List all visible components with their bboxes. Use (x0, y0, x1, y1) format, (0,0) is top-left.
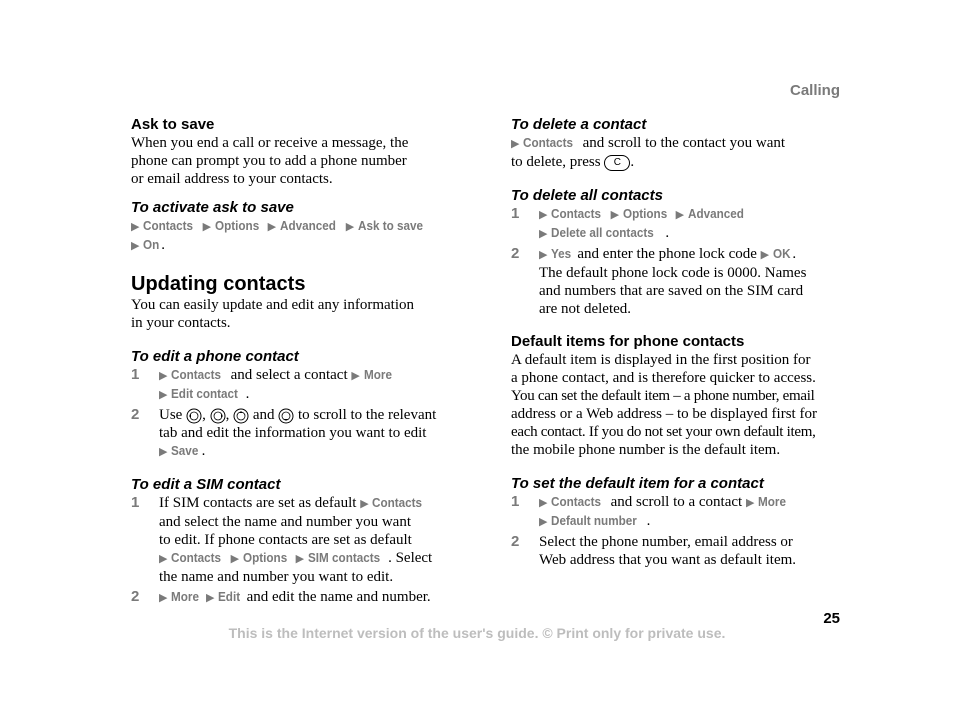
delete-all-section (511, 187, 847, 318)
step-line: and numbers that are saved on the SIM card (539, 283, 804, 299)
default-items-line-4: address or a Web address – to be displayed first for (511, 406, 817, 422)
menu-item-contacts: Contacts (551, 494, 602, 509)
updating-heading: Updating contacts (131, 273, 306, 295)
left-column (131, 116, 471, 607)
delete-all-step-1 (511, 205, 847, 243)
step-number: 2 (131, 588, 140, 605)
step-line (159, 588, 471, 607)
nav-up-key-icon (233, 408, 249, 424)
step-line: Select the phone number, email address or (539, 534, 793, 550)
set-default-step-1 (511, 493, 847, 531)
ask-to-save-section (131, 116, 471, 188)
punctuation: . (630, 154, 635, 170)
arrow-icon: ▶ (202, 221, 212, 233)
punctuation: . (792, 246, 797, 262)
menu-item-save: Save (171, 443, 199, 458)
section-title: Calling (789, 82, 840, 99)
ask-to-save-line-1: When you end a call or receive a message, the (131, 135, 409, 151)
edit-sim-step-1 (131, 494, 471, 586)
step-line (539, 224, 847, 243)
updating-line-1: You can easily update and edit any information (131, 297, 414, 313)
menu-item-edit-contact: Edit contact (171, 386, 239, 401)
step-number: 2 (511, 245, 520, 262)
menu-item-more: More (171, 589, 200, 604)
step-number: 1 (131, 494, 140, 511)
menu-item-options: Options (214, 218, 260, 233)
nav-right-key-icon (210, 408, 226, 424)
step-text: Use (159, 407, 187, 423)
arrow-icon: ▶ (539, 516, 548, 528)
step-line (159, 366, 471, 385)
step-line: the name and number you want to edit. (159, 569, 394, 585)
step-line (539, 512, 847, 531)
step-number: 1 (511, 205, 520, 222)
step-text: and enter the phone lock code (573, 246, 761, 262)
step-line (539, 205, 847, 224)
menu-item-delete-all-contacts: Delete all contacts (551, 225, 654, 240)
step-line (511, 134, 847, 153)
edit-sim-section (131, 476, 471, 607)
edit-sim-heading: To edit a SIM contact (131, 476, 281, 493)
step-line: Web address that you want as default item. (539, 552, 797, 568)
arrow-icon: ▶ (159, 389, 168, 401)
default-items-line-6: the mobile phone number is the default item. (511, 442, 781, 458)
clear-key-icon: C (604, 155, 630, 171)
arrow-icon: ▶ (675, 209, 685, 221)
arrow-icon: ▶ (131, 221, 140, 233)
default-items-line-5: each contact. If you do not set your own default item, (511, 424, 816, 440)
arrow-icon: ▶ (159, 592, 168, 604)
arrow-icon: ▶ (745, 497, 755, 509)
arrow-icon: ▶ (351, 370, 360, 382)
nav-down-key-icon (278, 408, 294, 424)
menu-item-contacts: Contacts (551, 206, 602, 221)
arrow-icon: ▶ (159, 370, 168, 382)
arrow-icon: ▶ (267, 221, 277, 233)
arrow-icon: ▶ (206, 592, 215, 604)
arrow-icon: ▶ (539, 209, 548, 221)
menu-item-more: More (363, 367, 392, 382)
default-items-heading: Default items for phone contacts (511, 333, 745, 350)
set-default-step-2 (511, 533, 847, 569)
right-column (511, 116, 847, 569)
step-line: tab and edit the information you want to edit (159, 425, 427, 441)
arrow-icon: ▶ (159, 553, 168, 565)
edit-phone-heading: To edit a phone contact (131, 348, 299, 365)
arrow-icon: ▶ (539, 249, 548, 261)
updating-section (131, 272, 471, 332)
step-line (539, 245, 847, 264)
menu-item-advanced: Advanced (279, 218, 336, 233)
step-text: to scroll to the relevant (294, 407, 437, 423)
step-line: The default phone lock code is 0000. Names (539, 265, 807, 281)
step-line (159, 406, 471, 424)
arrow-icon: ▶ (511, 138, 520, 150)
step-line: and select the name and number you want (159, 514, 411, 530)
punctuation: . (201, 443, 206, 459)
delete-all-heading: To delete all contacts (511, 187, 663, 204)
ask-to-save-heading: Ask to save (131, 116, 215, 133)
step-line (511, 153, 847, 171)
menu-item-contacts: Contacts (171, 550, 222, 565)
default-items-line-1: A default item is displayed in the first position for (511, 352, 811, 368)
menu-item-on: On (143, 237, 160, 252)
arrow-icon: ▶ (295, 553, 305, 565)
menu-item-ok: OK (772, 246, 791, 261)
page-number: 25 (823, 610, 840, 627)
punctuation: . (646, 513, 651, 529)
menu-item-options: Options (242, 550, 288, 565)
footer-note: This is the Internet version of the user's guide. © Print only for private use. (228, 625, 726, 641)
step-number: 2 (131, 406, 140, 423)
activate-heading: To activate ask to save (131, 199, 294, 216)
edit-sim-step-2 (131, 588, 471, 607)
step-line (539, 493, 847, 512)
ask-to-save-line-2: phone can prompt you to add a phone number (131, 153, 407, 169)
arrow-icon: ▶ (760, 249, 770, 261)
step-text: and scroll to the contact you want (578, 135, 786, 151)
delete-all-step-2 (511, 245, 847, 318)
menu-item-contacts: Contacts (523, 135, 574, 150)
punctuation: . (665, 225, 670, 241)
delete-contact-section (511, 116, 847, 171)
step-line: are not deleted. (539, 301, 632, 317)
arrow-icon: ▶ (539, 497, 548, 509)
arrow-icon: ▶ (131, 240, 140, 252)
menu-item-contacts: Contacts (143, 218, 194, 233)
punctuation: . (161, 237, 166, 253)
step-number: 1 (131, 366, 140, 383)
step-number: 1 (511, 493, 520, 510)
step-line (159, 442, 471, 461)
step-text: and select a contact (226, 367, 352, 383)
edit-phone-step-2 (131, 406, 471, 461)
arrow-icon: ▶ (610, 209, 620, 221)
step-line (159, 494, 471, 513)
menu-item-sim-contacts: SIM contacts (307, 550, 381, 565)
step-text: to delete, press (511, 154, 605, 170)
arrow-icon: ▶ (539, 228, 548, 240)
delete-contact-heading: To delete a contact (511, 116, 647, 133)
menu-item-contacts: Contacts (372, 495, 423, 510)
step-text: If SIM contacts are set as default (159, 495, 361, 511)
menu-item-more: More (758, 494, 787, 509)
arrow-icon: ▶ (159, 446, 168, 458)
arrow-icon: ▶ (360, 498, 369, 510)
menu-item-advanced: Advanced (687, 206, 744, 221)
step-number: 2 (511, 533, 520, 550)
edit-phone-step-1 (131, 366, 471, 404)
activate-section (131, 199, 471, 255)
step-text: . Select (388, 550, 433, 566)
step-line (159, 385, 471, 404)
separator: and (249, 407, 279, 423)
menu-item-ask-to-save: Ask to save (358, 218, 424, 233)
menu-item-default-number: Default number (551, 513, 638, 528)
menu-item-edit: Edit (218, 589, 241, 604)
ask-to-save-line-3: or email address to your contacts. (131, 171, 333, 187)
menu-item-contacts: Contacts (171, 367, 222, 382)
default-items-line-2: a phone contact, and is therefore quicker to access. (511, 370, 816, 386)
updating-line-2: in your contacts. (131, 315, 231, 331)
step-text: and edit the name and number. (242, 589, 431, 605)
activate-path-line-2 (131, 236, 471, 255)
separator: , (202, 407, 210, 423)
step-line: to edit. If phone contacts are set as default (159, 532, 412, 548)
default-items-section (511, 333, 847, 459)
step-line (159, 549, 471, 568)
activate-path-line-1 (131, 217, 471, 236)
step-text: and scroll to a contact (606, 494, 746, 510)
edit-phone-section (131, 348, 471, 461)
set-default-section (511, 475, 847, 569)
menu-item-yes: Yes (551, 246, 572, 261)
arrow-icon: ▶ (230, 553, 240, 565)
menu-item-options: Options (622, 206, 668, 221)
default-items-line-3: You can set the default item – a phone number, email (511, 388, 815, 404)
separator: , (225, 407, 234, 423)
arrow-icon: ▶ (345, 221, 355, 233)
set-default-heading: To set the default item for a contact (511, 475, 764, 492)
punctuation: . (245, 386, 250, 402)
nav-left-key-icon (186, 408, 202, 424)
